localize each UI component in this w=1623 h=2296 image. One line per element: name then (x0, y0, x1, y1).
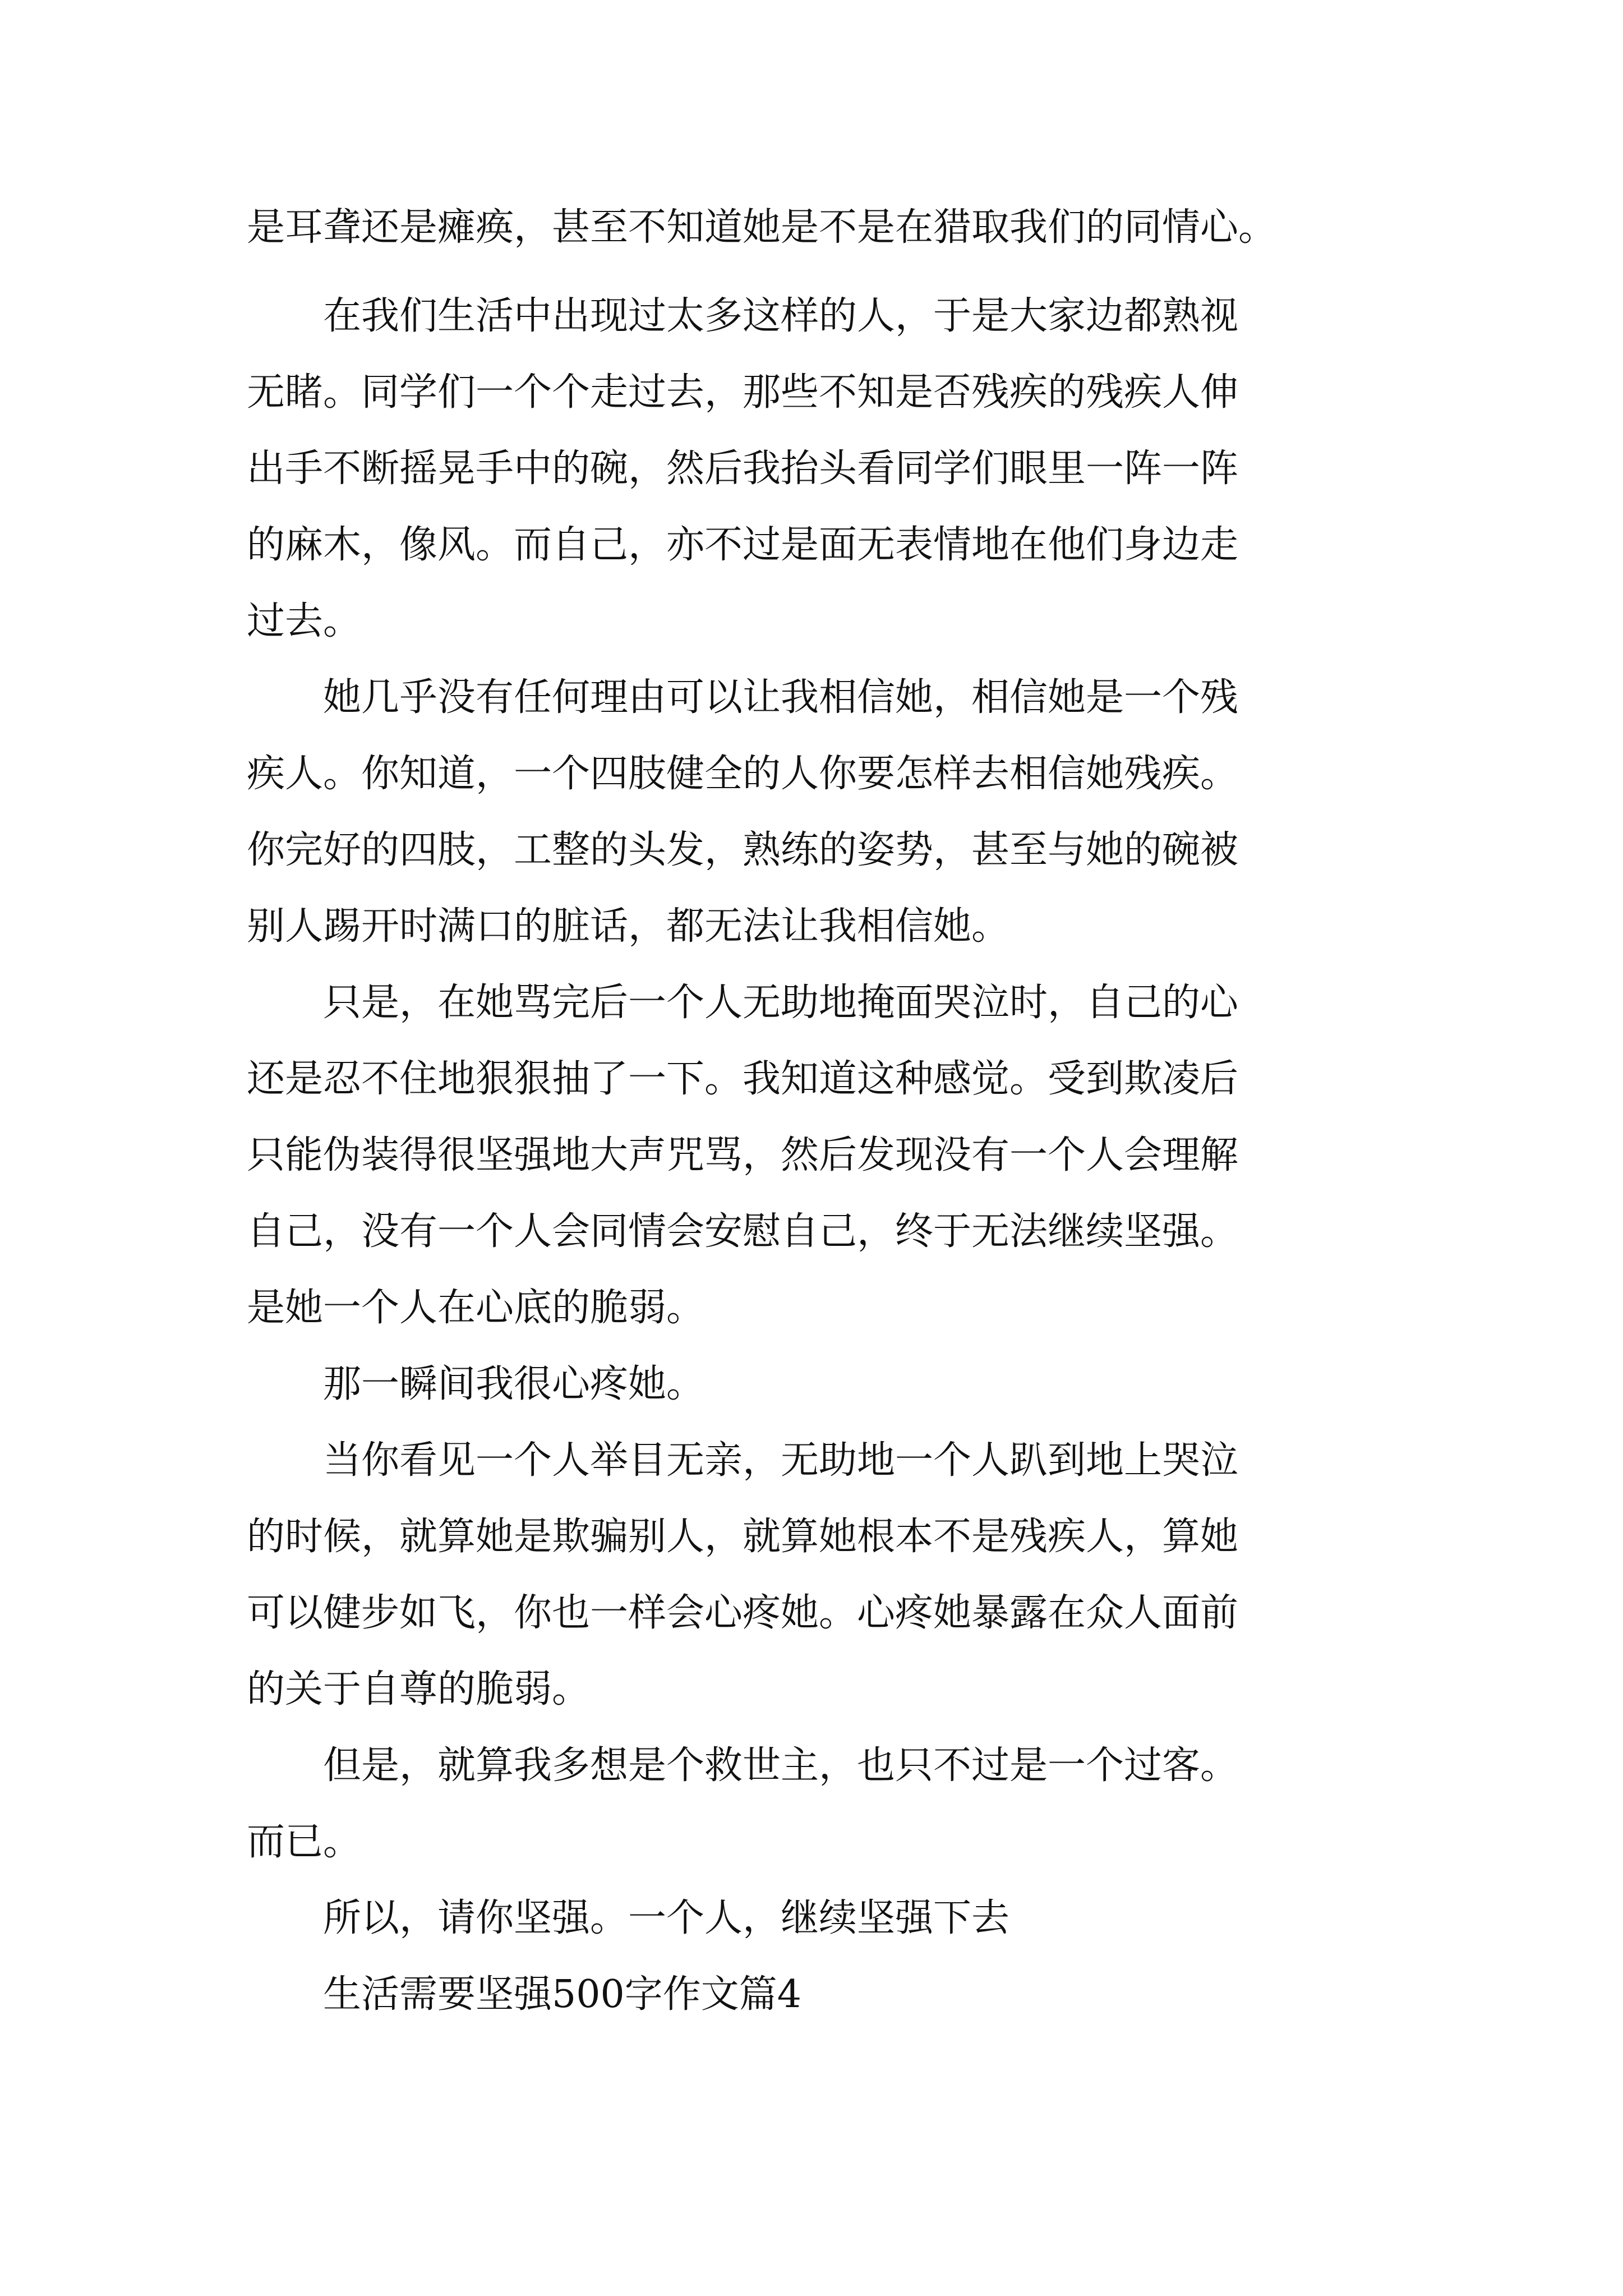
text-line: 你完好的四肢，工整的头发，熟练的姿势，甚至与她的碗被 (247, 828, 1239, 872)
text-line: 是她一个人在心底的脆弱。 (247, 1286, 705, 1330)
text-line: 的麻木，像风。而自己，亦不过是面无表情地在他们身边走 (247, 523, 1239, 567)
text-line: 在我们生活中出现过太多这样的人，于是大家边都熟视 (247, 294, 1239, 338)
text-line: 过去。 (247, 599, 362, 643)
text-line: 所以，请你坚强。一个人，继续坚强下去 (247, 1896, 1010, 1940)
text-line: 那一瞬间我很心疼她。 (247, 1362, 705, 1406)
text-line: 只是，在她骂完后一个人无助地掩面哭泣时，自己的心 (247, 981, 1239, 1025)
text-line: 疾人。你知道，一个四肢健全的人你要怎样去相信她残疾。 (247, 752, 1239, 796)
text-line: 可以健步如飞，你也一样会心疼她。心疼她暴露在众人面前 (247, 1591, 1239, 1635)
text-line: 而已。 (247, 1820, 362, 1864)
text-line: 当你看见一个人举目无亲，无助地一个人趴到地上哭泣 (247, 1438, 1239, 1483)
text-line: 自己，没有一个人会同情会安慰自己，终于无法继续坚强。 (247, 1209, 1239, 1254)
text-line: 但是，就算我多想是个救世主，也只不过是一个过客。 (247, 1743, 1239, 1788)
text-line: 出手不断摇晃手中的碗，然后我抬头看同学们眼里一阵一阵 (247, 447, 1239, 491)
text-line: 的关于自尊的脆弱。 (247, 1667, 591, 1711)
text-line: 是耳聋还是瘫痪，甚至不知道她是不是在猎取我们的同情心。 (247, 205, 1277, 250)
text-line: 只能伪装得很坚强地大声咒骂，然后发现没有一个人会理解 (247, 1133, 1239, 1177)
text-line: 还是忍不住地狠狠抽了一下。我知道这种感觉。受到欺凌后 (247, 1057, 1239, 1101)
text-line: 别人踢开时满口的脏话，都无法让我相信她。 (247, 904, 1010, 949)
text-line: 生活需要坚强500字作文篇4 (247, 1972, 802, 2017)
text-line: 无睹。同学们一个个走过去，那些不知是否残疾的残疾人伸 (247, 370, 1239, 415)
text-line: 她几乎没有任何理由可以让我相信她，相信她是一个残 (247, 675, 1239, 720)
text-line: 的时候，就算她是欺骗别人，就算她根本不是残疾人，算她 (247, 1515, 1239, 1559)
